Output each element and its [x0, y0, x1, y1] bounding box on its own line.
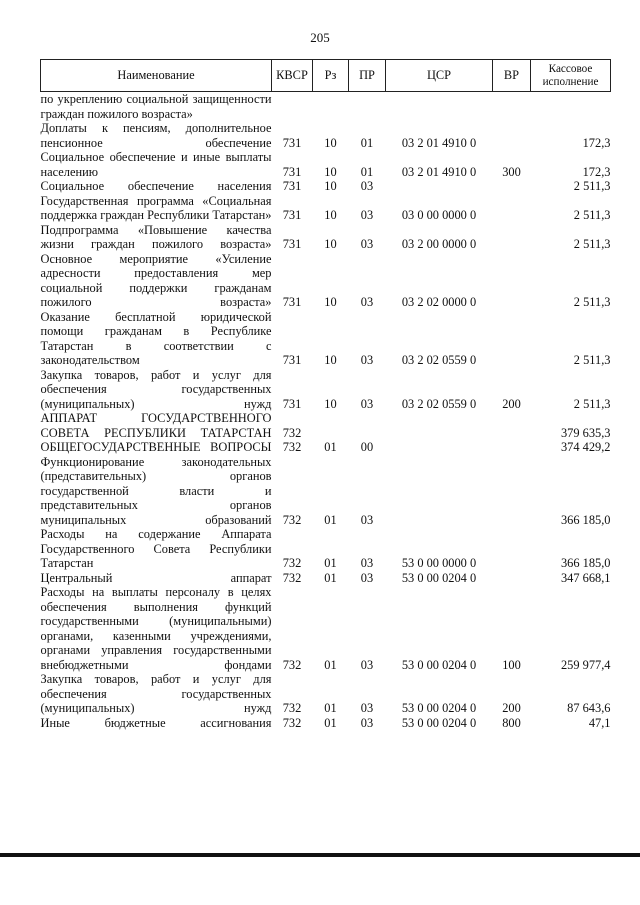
row-amount: 2 511,3 [573, 237, 611, 251]
row-vr [493, 92, 531, 122]
row-kvsr: 732 [282, 440, 302, 454]
row-amount: 2 511,3 [573, 208, 611, 222]
header-rz: Рз [313, 60, 349, 92]
row-vr: 200 [502, 396, 521, 411]
row-csr [386, 92, 493, 122]
table-row [41, 527, 611, 571]
header-kvsr: КВСР [272, 60, 313, 92]
row-kvsr: 731 [282, 396, 302, 411]
row-rz: 10 [324, 208, 337, 222]
table-row [41, 92, 611, 122]
table-row [41, 672, 611, 716]
header-execution: Кассовое исполнение [531, 60, 611, 92]
row-csr [386, 455, 493, 528]
row-csr [386, 440, 493, 455]
row-vr [493, 527, 531, 571]
budget-table [40, 59, 611, 730]
row-amount: 347 668,1 [560, 570, 611, 585]
row-pr: 03 [360, 512, 374, 527]
row-kvsr: 731 [282, 237, 302, 251]
row-amount: 259 977,4 [560, 657, 611, 672]
row-rz: 01 [324, 715, 337, 730]
row-vr [493, 455, 531, 528]
row-csr: 53 0 00 0204 0 [401, 701, 477, 715]
row-name: по укреплению социальной защищенности граждан пожилого возраста» [40, 92, 272, 121]
row-kvsr: 731 [282, 135, 302, 150]
row-csr: 03 2 02 0559 0 [401, 353, 477, 367]
row-vr [493, 194, 531, 223]
table-row [41, 455, 611, 528]
row-amount: 87 643,6 [567, 701, 611, 715]
row-kvsr: 732 [282, 715, 302, 730]
table-row [41, 223, 611, 252]
row-vr [493, 179, 531, 194]
header-pr: ПР [349, 60, 386, 92]
row-amount: 366 185,0 [560, 556, 611, 570]
row-vr: 100 [502, 657, 521, 672]
row-kvsr: 732 [282, 701, 302, 715]
row-name: Расходы на выплаты персоналу в целях обеспечения выполнения функций государственными (муниципальными) органами, казенными учреждениями, органами управления государственными внебюджетными фондами [40, 585, 272, 672]
row-rz: 01 [324, 701, 337, 715]
row-vr [493, 411, 531, 440]
row-pr: 03 [360, 295, 374, 309]
row-name: Центральный аппарат [40, 570, 272, 585]
row-name: Доплаты к пенсиям, дополнительное пенсионное обеспечение [40, 121, 272, 150]
row-vr [493, 571, 531, 586]
row-vr [493, 310, 531, 368]
row-amount: 374 429,2 [560, 440, 611, 454]
row-amount: 379 635,3 [560, 425, 611, 440]
row-rz: 10 [324, 164, 337, 179]
row-amount: 47,1 [588, 715, 611, 730]
row-csr: 03 2 01 4910 0 [401, 135, 477, 150]
row-rz: 10 [324, 237, 337, 251]
table-row [41, 716, 611, 731]
row-name: ОБЩЕГОСУДАРСТВЕННЫЕ ВОПРОСЫ [40, 440, 272, 454]
row-kvsr: 731 [282, 295, 302, 309]
row-name: Социальное обеспечение населения [40, 179, 272, 193]
row-amount: 172,3 [582, 164, 611, 179]
row-name: Оказание бесплатной юридической помощи гражданам в Республике Татарстан в соответствии с законодательством [40, 309, 272, 367]
row-csr: 53 0 00 0204 0 [401, 570, 477, 585]
row-amount: 172,3 [582, 135, 611, 150]
row-kvsr [272, 92, 313, 122]
row-name: Государственная программа «Социальная поддержка граждан Республики Татарстан» [40, 193, 272, 222]
row-csr: 53 0 00 0204 0 [401, 715, 477, 730]
row-vr: 300 [502, 164, 521, 179]
row-rz: 10 [324, 295, 337, 309]
table-row [41, 194, 611, 223]
row-name: Закупка товаров, работ и услуг для обеспечения государственных (муниципальных) нужд [40, 672, 272, 715]
row-rz: 10 [324, 179, 337, 193]
table-row [41, 585, 611, 672]
row-pr [349, 92, 386, 122]
table-row [41, 440, 611, 455]
row-amount: 2 511,3 [573, 353, 611, 367]
row-rz: 10 [324, 353, 337, 367]
row-pr: 01 [360, 164, 374, 179]
row-amount: 2 511,3 [573, 179, 611, 193]
row-vr [493, 121, 531, 150]
row-kvsr: 732 [282, 512, 302, 527]
table-row [41, 179, 611, 194]
row-rz: 10 [324, 135, 337, 150]
row-rz: 01 [324, 440, 337, 454]
row-kvsr: 732 [282, 556, 302, 570]
row-amount: 366 185,0 [560, 512, 611, 527]
row-pr: 03 [360, 179, 374, 193]
row-csr: 03 2 01 4910 0 [401, 164, 477, 179]
row-csr [386, 179, 493, 194]
row-pr: 03 [360, 570, 374, 585]
table-row [41, 571, 611, 586]
row-pr [349, 411, 386, 440]
table-row [41, 121, 611, 150]
row-kvsr: 732 [282, 657, 302, 672]
row-rz [313, 92, 349, 122]
row-name: Иные бюджетные ассигнования [40, 715, 272, 730]
row-pr: 03 [360, 701, 374, 715]
row-kvsr: 731 [282, 164, 302, 179]
row-pr: 03 [360, 396, 374, 411]
row-pr: 01 [360, 135, 374, 150]
row-name: Социальное обеспечение и иные выплаты населению [40, 150, 272, 179]
header-csr: ЦСР [386, 60, 493, 92]
table-header [41, 60, 611, 92]
row-kvsr: 731 [282, 208, 302, 222]
row-vr [493, 223, 531, 252]
row-amount [531, 92, 611, 122]
row-kvsr: 732 [282, 425, 302, 440]
row-vr: 800 [502, 715, 521, 730]
row-vr: 200 [502, 701, 521, 715]
header-vr: ВР [493, 60, 531, 92]
row-amount: 2 511,3 [573, 396, 611, 411]
table-row [41, 310, 611, 368]
row-pr: 03 [360, 556, 374, 570]
row-pr: 03 [360, 657, 374, 672]
row-rz: 01 [324, 512, 337, 527]
row-kvsr: 731 [282, 179, 302, 193]
table-body [41, 92, 611, 731]
row-name: Расходы на содержание Аппарата Государственного Совета Республики Татарстан [40, 527, 272, 570]
row-name: Подпрограмма «Повышение качества жизни граждан пожилого возраста» [40, 222, 272, 251]
row-name: Функционирование законодательных (представительных) органов государственной власти и представительных органов муниципальных образований [40, 454, 272, 527]
row-name: АППАРАТ ГОСУДАРСТВЕННОГО СОВЕТА РЕСПУБЛИКИ ТАТАРСТАН [40, 411, 272, 440]
row-pr: 00 [360, 440, 374, 454]
table-row [41, 150, 611, 179]
row-rz: 01 [324, 556, 337, 570]
table-row [41, 368, 611, 412]
row-vr [493, 252, 531, 310]
row-pr: 03 [360, 237, 374, 251]
page-number: 205 [310, 30, 330, 45]
row-kvsr: 732 [282, 570, 302, 585]
row-csr: 53 0 00 0000 0 [401, 556, 477, 570]
row-csr: 03 0 00 0000 0 [401, 208, 477, 222]
row-csr [386, 411, 493, 440]
row-amount: 2 511,3 [573, 295, 611, 309]
row-pr: 03 [360, 715, 374, 730]
row-csr: 03 2 02 0559 0 [401, 396, 477, 411]
row-kvsr: 731 [282, 353, 302, 367]
row-rz: 01 [324, 657, 337, 672]
row-pr: 03 [360, 353, 374, 367]
row-name: Основное мероприятие «Усиление адресности предоставления мер социальной поддержки гражданам пожилого возраста» [40, 251, 272, 309]
row-pr: 03 [360, 208, 374, 222]
row-csr: 53 0 00 0204 0 [401, 657, 477, 672]
row-name: Закупка товаров, работ и услуг для обеспечения государственных (муниципальных) нужд [40, 367, 272, 411]
row-rz: 01 [324, 570, 337, 585]
header-name: Наименование [41, 60, 272, 92]
row-csr: 03 2 00 0000 0 [401, 237, 477, 251]
row-rz: 10 [324, 396, 337, 411]
row-vr [493, 440, 531, 455]
row-csr: 03 2 02 0000 0 [401, 295, 477, 309]
page-bottom-rule [0, 853, 640, 857]
table-row [41, 411, 611, 440]
table-row [41, 252, 611, 310]
row-rz [313, 411, 349, 440]
